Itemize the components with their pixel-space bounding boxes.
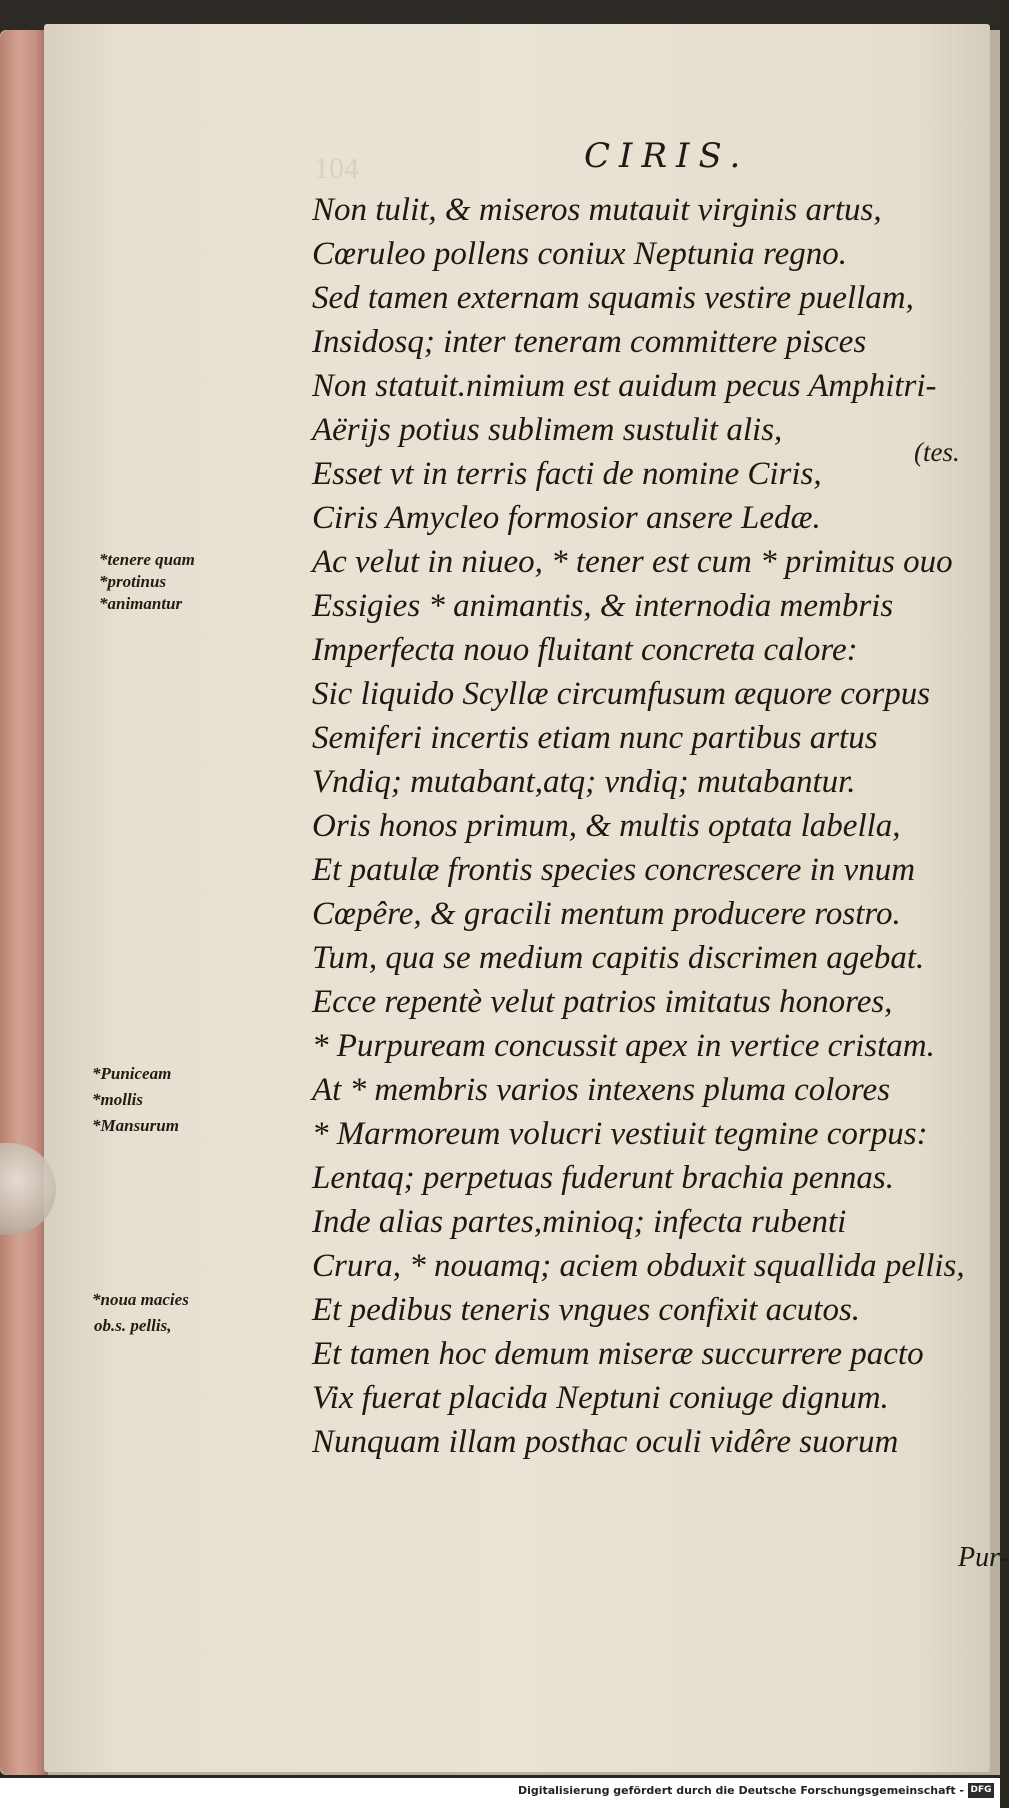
- verse-line: * Marmoreum volucri vestiuit tegmine corpus:: [312, 1116, 928, 1152]
- verse-line: Non tulit, & miseros mutauit virginis artus,: [312, 192, 882, 228]
- verse-line: * Purpuream concussit apex in vertice cristam.: [312, 1028, 935, 1064]
- verse-line: Imperfecta nouo fluitant concreta calore:: [312, 632, 858, 668]
- book-page: [44, 24, 1009, 1772]
- verse-line: Tum, qua se medium capitis discrimen agebat.: [312, 940, 925, 976]
- verse-line: Crura, * nouamq; aciem obduxit squallida pellis,: [312, 1248, 965, 1284]
- catchword: Pur-: [958, 1542, 1009, 1573]
- verse-line: Oris honos primum, & multis optata labella,: [312, 808, 901, 844]
- verse-line: At * membris varios intexens pluma colores: [312, 1072, 891, 1108]
- verse-line: Esset vt in terris facti de nomine Ciris,: [312, 456, 822, 492]
- margin-note: *Mansurum: [92, 1116, 179, 1135]
- scan-footer: [0, 1778, 1000, 1808]
- page-edge: [0, 30, 48, 1775]
- verse-line: Vndiq; mutabant,atq; vndiq; mutabantur.: [312, 764, 856, 800]
- verse-line: Inde alias partes,minioq; infecta rubenti: [312, 1204, 847, 1240]
- margin-note: *noua macies: [92, 1290, 189, 1309]
- verse-line: Ciris Amycleo formosior ansere Ledæ.: [312, 500, 821, 536]
- verse-line: Cœruleo pollens coniux Neptunia regno.: [312, 236, 847, 272]
- running-header: CIRIS.: [584, 136, 750, 176]
- margin-note: *tenere quam: [99, 550, 195, 569]
- turnover-text: (tes.: [914, 437, 960, 467]
- verse-line: Ecce repentè velut patrios imitatus honores,: [312, 984, 893, 1020]
- verse-line: Et tamen hoc demum miseræ succurrere pacto: [312, 1336, 924, 1372]
- margin-note: *Puniceam: [92, 1064, 172, 1083]
- verse-line: Essigies * animantis, & internodia membris: [312, 588, 894, 624]
- verse-line: Sic liquido Scyllæ circumfusum æquore corpus: [312, 676, 931, 712]
- margin-note: *protinus: [99, 572, 167, 591]
- verse-line: Et pedibus teneris vngues confixit acutos.: [312, 1292, 861, 1328]
- verse-line: Non statuit.nimium est auidum pecus Amphitri-: [312, 368, 937, 404]
- margin-note: *animantur: [99, 594, 183, 613]
- verse-line: Semiferi incertis etiam nunc partibus artus: [312, 720, 878, 756]
- verse-line: Nunquam illam posthac oculi vidêre suorum: [312, 1424, 899, 1460]
- funding-notice: Digitalisierung gefördert durch die Deutsche Forschungsgemeinschaft -: [517, 1784, 964, 1797]
- verse-line: Aërijs potius sublimem sustulit alis,: [312, 412, 783, 448]
- verse-line: Lentaq; perpetuas fuderunt brachia pennas.: [312, 1160, 895, 1196]
- verse-line: Vix fuerat placida Neptuni coniuge dignum.: [312, 1380, 889, 1416]
- dfg-logo: DFG: [968, 1783, 994, 1798]
- margin-note: *mollis: [92, 1090, 144, 1109]
- verse-line: Cœpêre, & gracili mentum producere rostro.: [312, 896, 901, 932]
- verse-line: Sed tamen externam squamis vestire puellam,: [312, 280, 914, 316]
- show-through-page-number: 104: [314, 152, 359, 185]
- verse-line: Ac velut in niueo, * tener est cum * primitus ouo: [312, 544, 953, 580]
- margin-note: ob.s. pellis,: [94, 1316, 172, 1335]
- verse-line: Et patulæ frontis species concrescere in vnum: [312, 852, 916, 888]
- verse-line: Insidosq; inter teneram committere pisces: [312, 324, 867, 360]
